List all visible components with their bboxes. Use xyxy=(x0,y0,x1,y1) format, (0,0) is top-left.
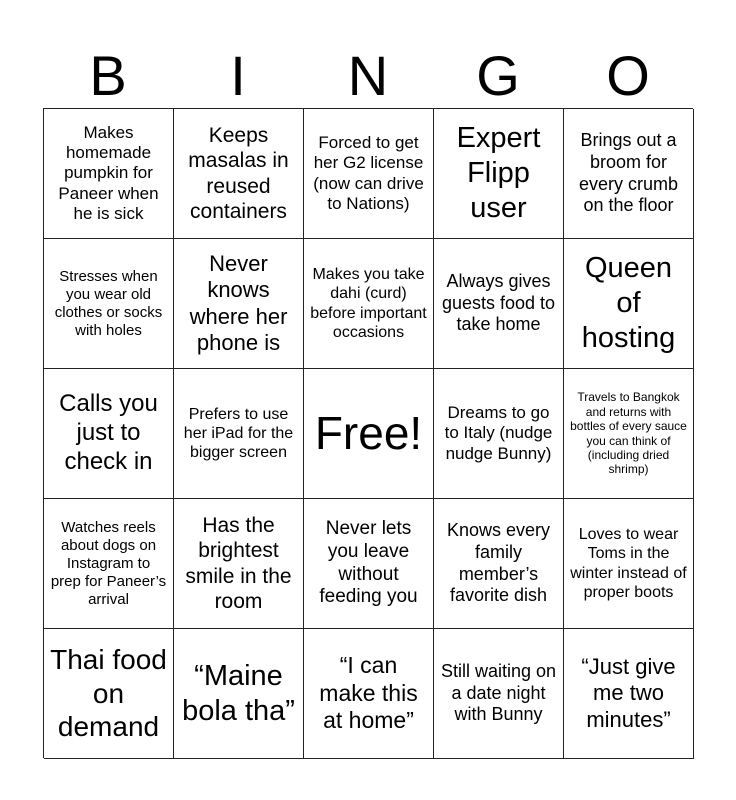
bingo-cell[interactable] xyxy=(434,629,564,759)
bingo-cell-text: Forced to get her G2 license (now can drive to Nations) xyxy=(313,132,424,213)
bingo-cell[interactable] xyxy=(434,499,564,629)
bingo-cell-text: Always gives guests food to take home xyxy=(441,271,556,335)
bingo-cell-text: Still waiting on a date night with Bunny xyxy=(440,661,557,725)
bingo-cell-text: Never lets you leave without feeding you xyxy=(319,517,418,608)
bingo-cell-text: Keeps masalas in reused containers xyxy=(188,124,289,223)
bingo-cell[interactable] xyxy=(304,109,434,239)
bingo-cell-text: Knows every family member’s favorite dish xyxy=(446,520,551,606)
header-letter-i: I xyxy=(230,44,246,107)
bingo-free-cell[interactable] xyxy=(304,369,434,499)
bingo-cell-text: Makes homemade pumpkin for Paneer when he is sick xyxy=(58,122,159,224)
bingo-cell[interactable] xyxy=(304,499,434,629)
bingo-cell[interactable] xyxy=(174,369,304,499)
bingo-cell[interactable] xyxy=(304,239,434,369)
bingo-cell[interactable] xyxy=(564,369,694,499)
bingo-cell-text: Loves to wear Toms in the winter instead of proper boots xyxy=(570,526,687,601)
bingo-cell[interactable] xyxy=(564,109,694,239)
bingo-cell-text: Stresses when you wear old clothes or socks with holes xyxy=(54,267,163,339)
bingo-cell[interactable] xyxy=(564,499,694,629)
bingo-cell-text: Watches reels about dogs on Instagram to prep for Paneer’s arrival xyxy=(50,518,167,608)
bingo-cell-text: Expert Flipp user xyxy=(456,122,541,224)
bingo-cell[interactable] xyxy=(44,369,174,499)
bingo-cell-text: Thai food on demand xyxy=(50,644,167,743)
bingo-cell[interactable] xyxy=(44,239,174,369)
bingo-cell[interactable] xyxy=(564,629,694,759)
header-letter-n: N xyxy=(347,44,389,107)
bingo-cell-text: Travels to Bangkok and returns with bottles of every sauce you can think of (including dried shrimp) xyxy=(570,390,687,477)
bingo-cell[interactable] xyxy=(564,239,694,369)
bingo-cell[interactable] xyxy=(44,629,174,759)
bingo-cell-text: “I can make this at home” xyxy=(319,652,418,734)
bingo-cell[interactable] xyxy=(44,499,174,629)
bingo-cell[interactable] xyxy=(44,109,174,239)
bingo-cell[interactable] xyxy=(434,239,564,369)
bingo-cell-text: Prefers to use her iPad for the bigger screen xyxy=(183,405,294,462)
bingo-cell-text: Calls you just to check in xyxy=(59,390,158,475)
bingo-cell[interactable] xyxy=(174,499,304,629)
bingo-cell[interactable] xyxy=(304,629,434,759)
bingo-cell-text: “Maine bola tha” xyxy=(182,659,295,727)
bingo-cell-text: Brings out a broom for every crumb on the floor xyxy=(578,130,679,216)
bingo-cell-text: “Just give me two minutes” xyxy=(581,653,676,732)
bingo-cell[interactable] xyxy=(434,109,564,239)
header-letter-g: G xyxy=(476,44,520,107)
bingo-cell-text: Dreams to go to Italy (nudge nudge Bunny) xyxy=(444,402,553,463)
bingo-cell[interactable] xyxy=(434,369,564,499)
header-letter-b: B xyxy=(89,44,127,107)
bingo-cell-text: Queen of hosting xyxy=(581,252,676,354)
bingo-cell-text: Makes you take dahi (curd) before important occasions xyxy=(310,266,427,341)
bingo-cell[interactable] xyxy=(174,239,304,369)
bingo-cell-text: Has the brightest smile in the room xyxy=(185,514,292,613)
bingo-header xyxy=(43,44,693,108)
bingo-cell[interactable] xyxy=(174,629,304,759)
bingo-cell-text: Free! xyxy=(314,406,423,459)
bingo-cell[interactable] xyxy=(174,109,304,239)
header-letter-o: O xyxy=(606,44,650,107)
bingo-cell-text: Never knows where her phone is xyxy=(189,250,288,355)
bingo-grid xyxy=(43,108,693,758)
